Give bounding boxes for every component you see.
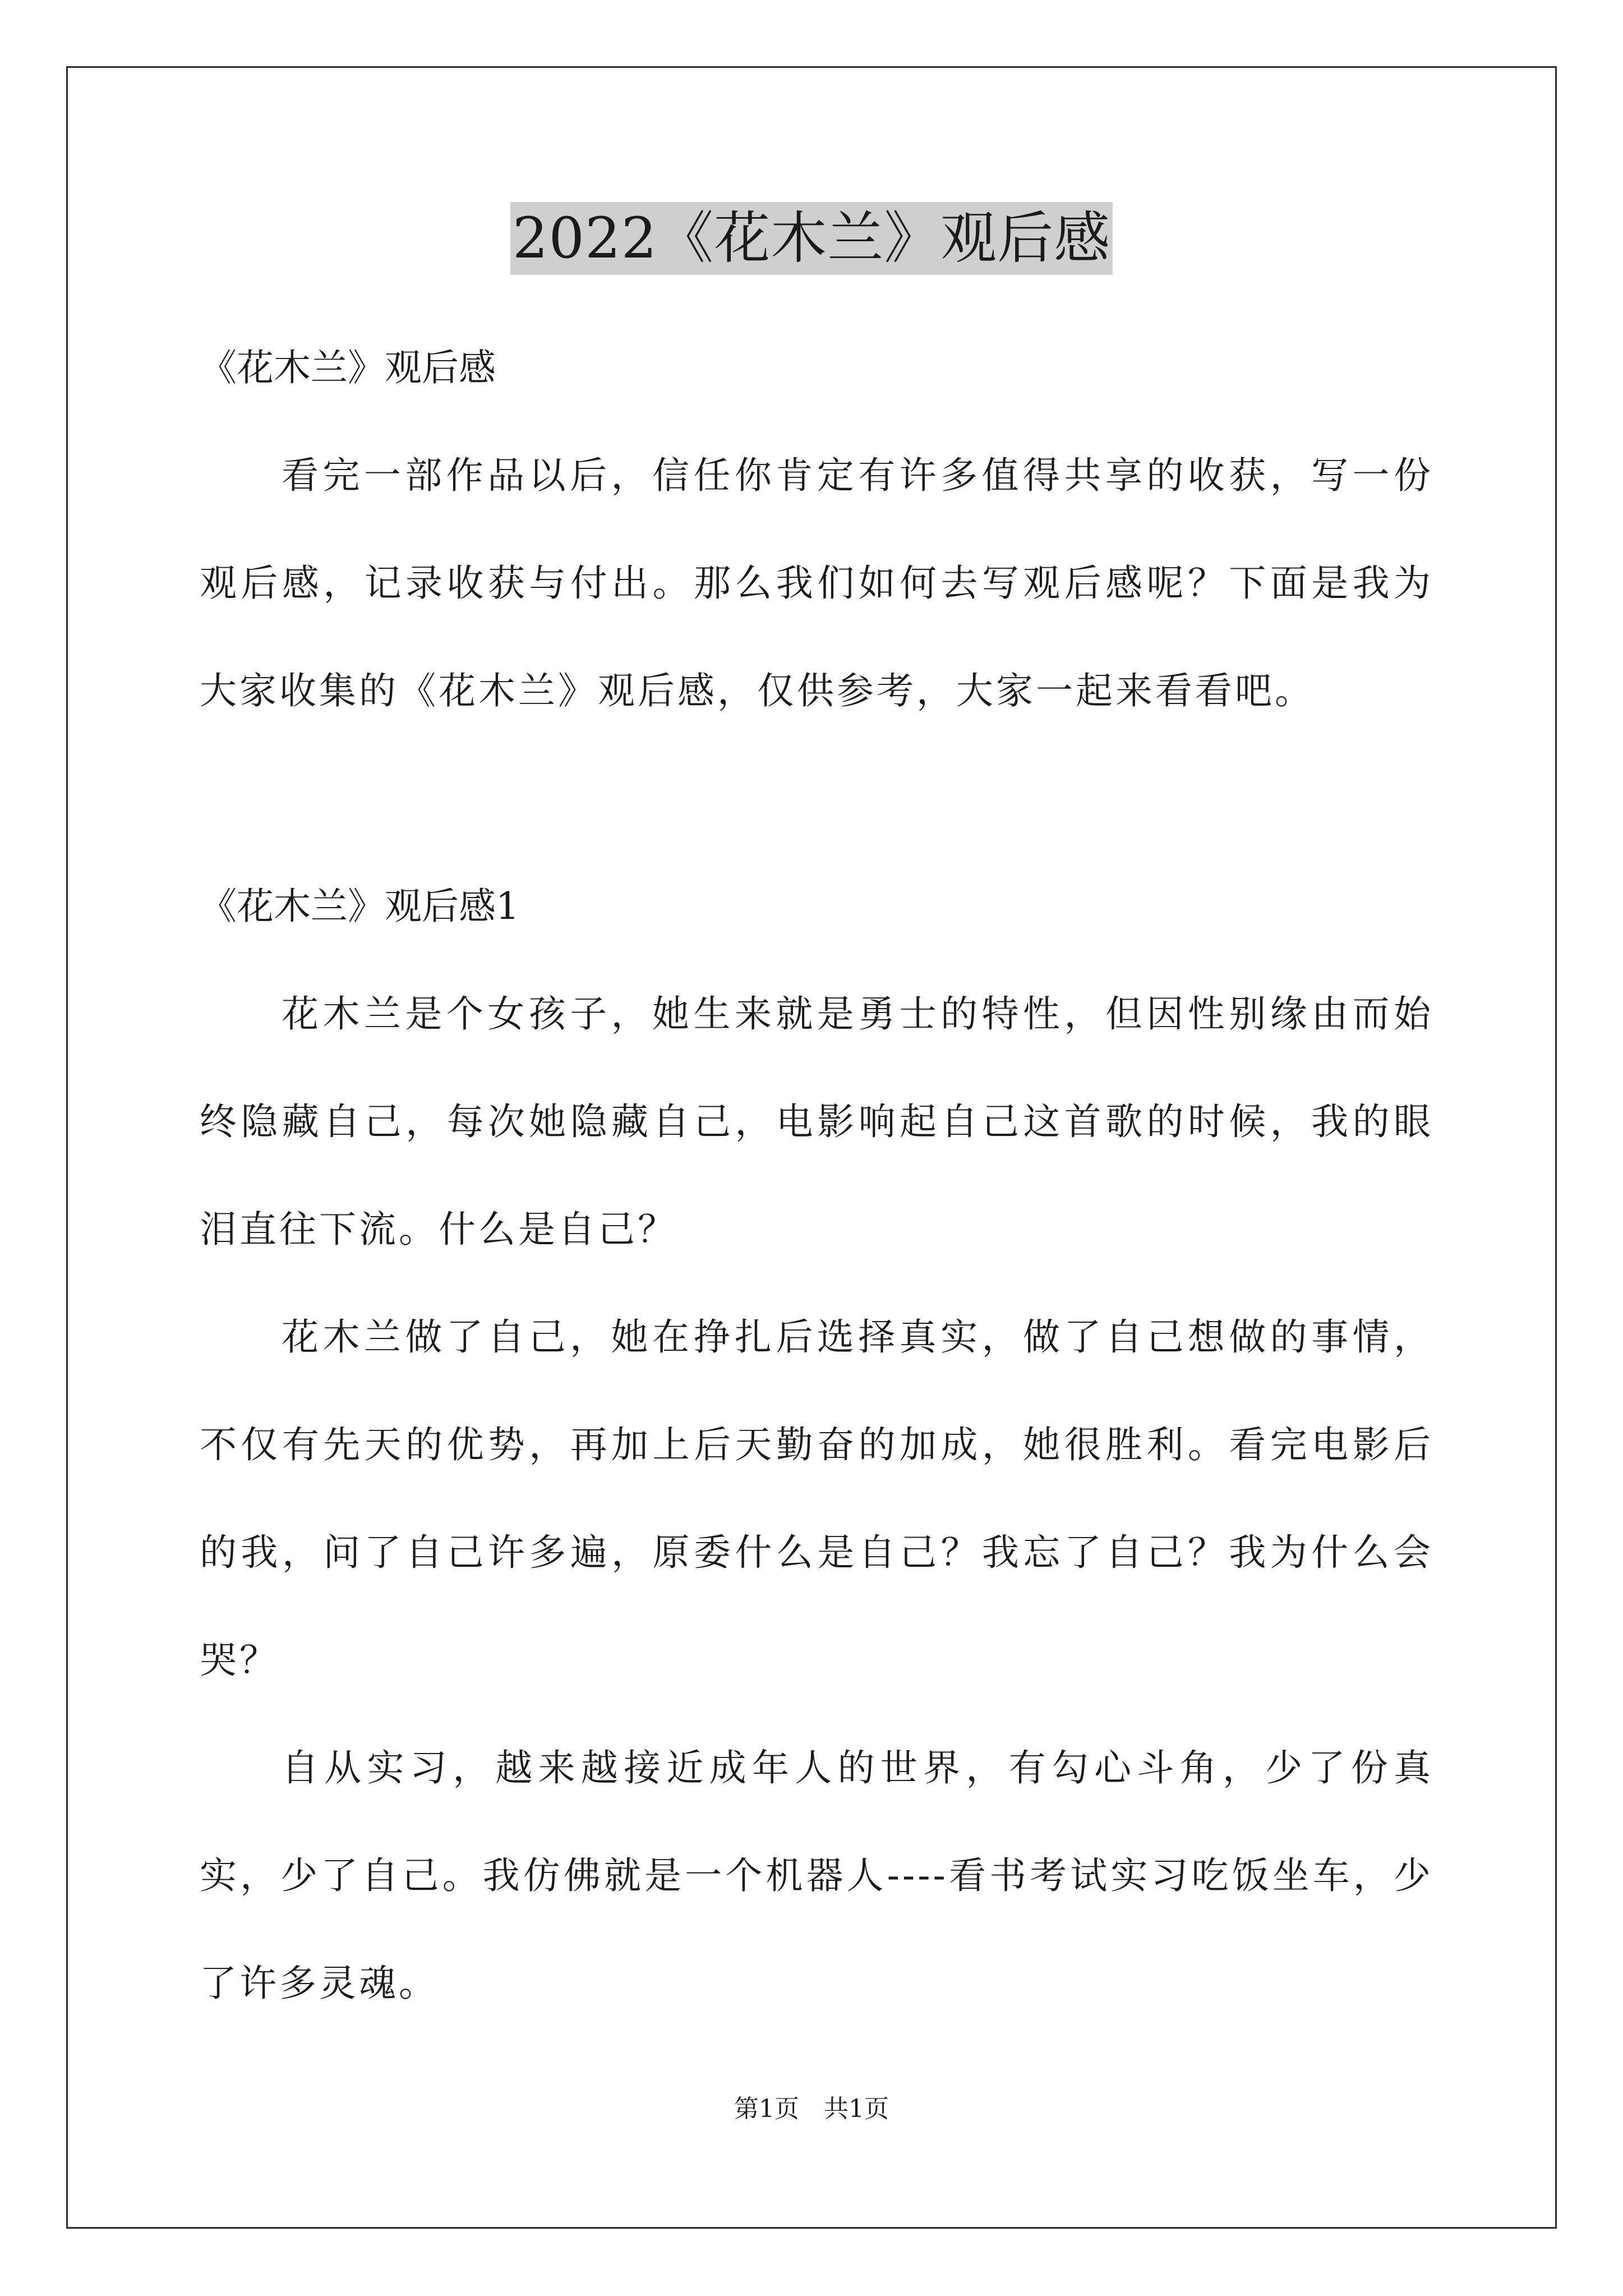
intro-paragraph: 看完一部作品以后，信任你肯定有许多值得共享的收获，写一份观后感，记录收获与付出。那么我们如何去写观后感呢？下面是我为大家收集的《花木兰》观后感，仅供参考，大家一起来看看吧。 <box>200 454 1433 712</box>
page-number: 第1页 共1页 <box>734 2095 889 2123</box>
intro-heading: 《花木兰》观后感 <box>200 346 496 389</box>
body-paragraph: 花木兰做了自己，她在挣扎后选择真实，做了自己想做的事情，不仅有先天的优势，再加上后天勤奋的加成，她很胜利。看完电影后的我，问了自己许多遍，原委什么是自己？我忘了自己？我为什么会哭？ <box>200 1315 1433 1682</box>
section-spacer <box>200 745 1433 853</box>
section-heading: 《花木兰》观后感1 <box>200 885 519 928</box>
body-paragraph: 自从实习，越来越接近成年人的世界，有勾心斗角，少了份真实，少了自己。我仿佛就是一个机器人----看书考试实习吃饭坐车，少了许多灵魂。 <box>200 1746 1433 2005</box>
document-title: 2022《花木兰》观后感 <box>510 202 1113 275</box>
title-container <box>0 202 1623 275</box>
document-body <box>200 314 1433 2037</box>
body-paragraph: 花木兰是个女孩子，她生来就是勇士的特性，但因性别缘由而始终隐藏自己，每次她隐藏自己，电影响起自己这首歌的时候，我的眼泪直往下流。什么是自己？ <box>200 992 1433 1251</box>
page-footer <box>0 2092 1623 2126</box>
